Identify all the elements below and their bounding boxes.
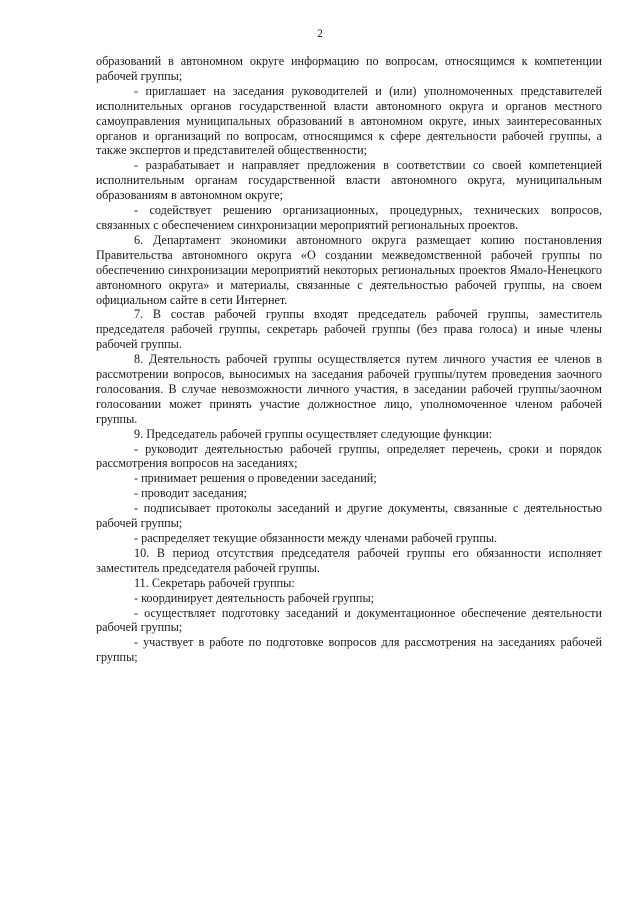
clause-7: 7. В состав рабочей группы входят председатель рабочей группы, заместитель председателя рабочей группы, секретарь рабочей группы (без права голоса) и иные члены рабочей группы. [96,307,602,352]
list-item-coordinates: - координирует деятельность рабочей группы; [134,590,375,605]
list-item-decides: - принимает решения о проведении заседаний; [134,471,377,486]
clause-9: 9. Председатель рабочей группы осуществляет следующие функции: [134,426,493,441]
list-item-prepares: - осуществляет подготовку заседаний и документационное обеспечение деятельности рабочей группы; [96,605,602,635]
list-item-proposals: - разрабатывает и направляет предложения в соответствии со своей компетенцией исполнительным органам государственной власти автономного округа, муниципальным образованиям в автономном округе; [96,158,602,203]
list-item-distributes: - распределяет текущие обязанности между членами рабочей группы. [134,531,498,545]
list-item-signs: - подписывает протоколы заседаний и другие документы, связанные с деятельностью рабочей группы; [96,501,602,531]
list-item-manages: - руководит деятельностью рабочей группы, определяет перечень, сроки и порядок рассмотрения вопросов на заседаниях; [96,441,602,471]
clause-6: 6. Департамент экономики автономного округа размещает копию постановления Правительства автономного округа «О создании межведомственной рабочей группы по обеспечению синхронизации мероприятий некоторых региональных проектов Ямало-Ненецкого автономного округа» и материалы, связанные с деятельностью рабочей группы, на своем официальном сайте в сети Интернет. [96,232,602,307]
list-item-invites: - приглашает на заседания руководителей и (или) уполномоченных представителей исполнительных органов государственной власти автономного округа и органов местного самоуправления муниципальных образований в автономном округе, иных заинтересованных органов и организаций по вопросам, относящимся к сфере деятельности рабочей группы, а также экспертов и представителей общественности; [96,83,602,158]
document-body [96,54,602,665]
clause-8: 8. Деятельность рабочей группы осуществляется путем личного участия ее членов в рассмотрении вопросов, выносимых на заседания рабочей группы/путем проведения заочного голосования. В случае невозможности личного участия, в заседании рабочей группы/заочном голосовании может принять участие должностное лицо, уполномоченное членом рабочей группы. [96,352,602,426]
clause-10: 10. В период отсутствия председателя рабочей группы его обязанности исполняет заместитель председателя рабочей группы. [96,545,602,575]
list-item-holds-meetings: - проводит заседания; [134,486,248,501]
list-item-assistance: - содействует решению организационных, процедурных, технических вопросов, связанных с обеспечением синхронизации мероприятий региональных проектов. [96,203,602,232]
paragraph-continuation: образований в автономном округе информацию по вопросам, относящимся к компетенции рабочей группы; [96,54,602,83]
page-number: 2 [317,28,323,40]
list-item-participates: - участвует в работе по подготовке вопросов для рассмотрения на заседаниях рабочей группы; [96,635,602,665]
clause-11: 11. Секретарь рабочей группы: [134,575,295,590]
